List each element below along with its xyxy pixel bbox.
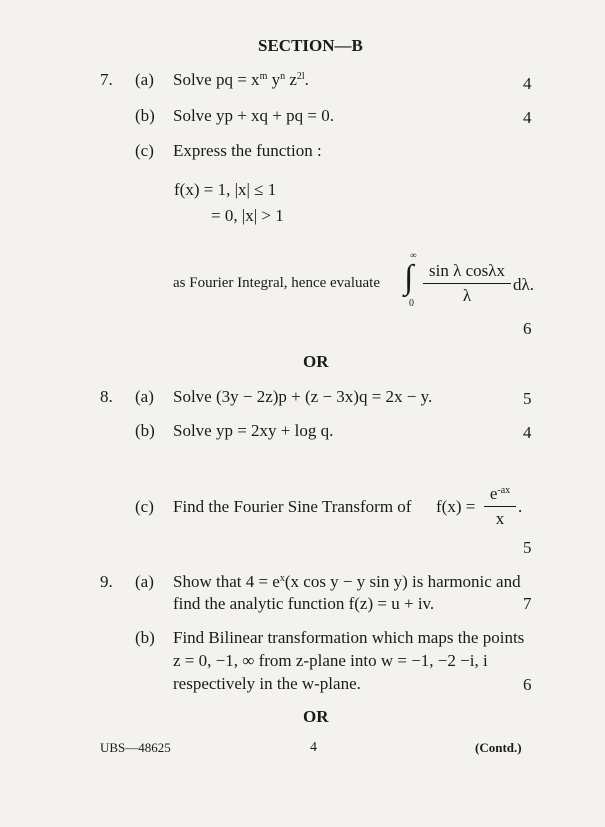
q8c-end: . bbox=[518, 497, 523, 516]
integral-upper-limit: ∞ bbox=[410, 250, 417, 260]
q7c-marks: 6 bbox=[523, 319, 532, 338]
q9a-line2: find the analytic function f(z) = u + iv. bbox=[173, 594, 435, 613]
or-separator-2: OR bbox=[303, 707, 329, 726]
q7c-numerator: sin λ cosλx bbox=[429, 261, 505, 280]
q7b-marks: 4 bbox=[523, 108, 532, 127]
footer-page-number: 4 bbox=[310, 740, 317, 755]
q8b-text: Solve yp = 2xy + log q. bbox=[173, 421, 334, 440]
q8c-text: Find the Fourier Sine Transform of bbox=[173, 497, 412, 516]
q8c-fraction bbox=[484, 484, 516, 529]
q9a-marks: 7 bbox=[523, 594, 532, 613]
q7c-label: (c) bbox=[135, 141, 154, 160]
section-title: SECTION—B bbox=[258, 36, 363, 55]
q9b-line3: respectively in the w-plane. bbox=[173, 674, 361, 693]
q7b-text: Solve yp + xq + pq = 0. bbox=[173, 106, 334, 125]
q8c-denominator: x bbox=[495, 509, 505, 528]
or-separator-1: OR bbox=[303, 352, 329, 371]
q7c-function-line2: = 0, |x| > 1 bbox=[211, 206, 284, 225]
q8b-marks: 4 bbox=[523, 423, 532, 442]
fraction-bar bbox=[423, 283, 511, 284]
q8c-marks: 5 bbox=[523, 538, 532, 557]
integral-sign: ∫ bbox=[404, 259, 414, 296]
question-number-9: 9. bbox=[100, 572, 113, 591]
footer-contd: (Contd.) bbox=[475, 740, 522, 755]
q9a-line1: Show that $4 = e^x(x$ cos y − y sin y) is harmonic and bbox=[173, 572, 521, 591]
q8c-fx: f(x) = bbox=[436, 497, 476, 516]
fraction-bar bbox=[484, 506, 516, 507]
q7c-text: Express the function : bbox=[173, 141, 322, 160]
q7c-fraction bbox=[423, 261, 511, 306]
q7a-label: (a) bbox=[135, 70, 154, 89]
integral-lower-limit: 0 bbox=[409, 298, 414, 309]
q7c-denominator: λ bbox=[462, 286, 472, 305]
q7a-text: Solve pq = $x^m$ $y^n$ $z^{2l}$. bbox=[173, 70, 309, 89]
question-number-7: 7. bbox=[100, 70, 113, 89]
q9b-line2: z = 0, −1, ∞ from z-plane into w = −1, −2 −i, i bbox=[173, 651, 488, 670]
q9b-line1: Find Bilinear transformation which maps the points bbox=[173, 628, 525, 647]
q7b-label: (b) bbox=[135, 106, 155, 125]
q7c-function-line1: f(x) = 1, |x| ≤ 1 bbox=[174, 180, 277, 199]
footer-code: UBS—48625 bbox=[100, 740, 171, 755]
q8a-marks: 5 bbox=[523, 389, 532, 408]
q8c-numerator: $e^{-ax}$ bbox=[489, 484, 511, 503]
q7c-dlambda: dλ. bbox=[513, 275, 534, 294]
q9b-label: (b) bbox=[135, 628, 155, 647]
q7a-marks: 4 bbox=[523, 74, 532, 93]
question-number-8: 8. bbox=[100, 387, 113, 406]
q8c-label: (c) bbox=[135, 497, 154, 516]
q8a-label: (a) bbox=[135, 387, 154, 406]
q9a-label: (a) bbox=[135, 572, 154, 591]
q7c-fourier-text: as Fourier Integral, hence evaluate bbox=[173, 275, 380, 291]
q9b-marks: 6 bbox=[523, 675, 532, 694]
q8a-text: Solve (3y − 2z)p + (z − 3x)q = 2x − y. bbox=[173, 387, 433, 406]
q8b-label: (b) bbox=[135, 421, 155, 440]
